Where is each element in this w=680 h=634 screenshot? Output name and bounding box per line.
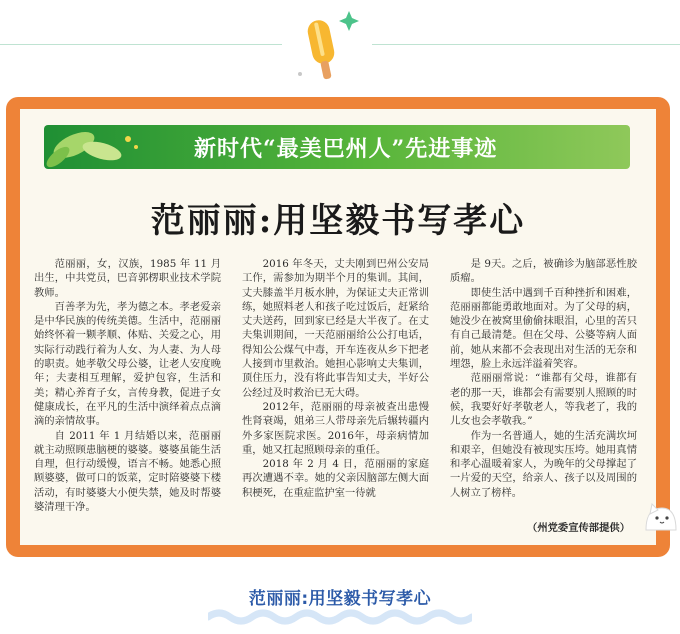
paragraph: 2018 年 2 月 4 日，范丽丽的家庭再次遭遇不幸。她的父亲因脑部左侧大面积梗死，在重症监护室一待就 xyxy=(242,458,429,499)
wave-underline xyxy=(208,608,472,626)
image-caption: 范丽丽:用坚毅书写孝心 xyxy=(248,589,432,609)
article-headline: 范丽丽:用坚毅书写孝心 xyxy=(150,201,526,241)
article-column-3 xyxy=(450,257,637,539)
paragraph: 2012年，范丽丽的母亲被查出患慢性肾衰竭，姐弟三人带母亲先后辗转疆内外多家医院求医。2016年，母亲病情加重，她又扛起照顾母亲的重任。 xyxy=(242,400,429,456)
paragraph: 自 2011 年 1 月结婚以来，范丽丽就主动照顾患脑梗的婆婆。婆婆虽能生活自理，但行动缓慢，语言不畅。她悉心照顾婆婆，做可口的饭菜，定时陪婆婆下楼活动，有时婆婆大小便失禁，她及时帮婆婆清理干净。 xyxy=(34,429,221,514)
divider-left xyxy=(0,44,282,45)
paragraph: 是 9天。之后，被确诊为脑部恶性胶质瘤。 xyxy=(450,258,637,285)
section-banner xyxy=(44,125,630,169)
popsicle-icon xyxy=(292,6,364,82)
article-frame xyxy=(6,97,670,557)
leaf-decoration xyxy=(44,125,154,169)
paragraph: 范丽丽常说：“谁都有父母，谁都有老的那一天，谁都会有需要别人照顾的时候，我要好好孝敬老人，等我老了，我的儿女也会孝敬我。” xyxy=(450,372,637,428)
paragraph: 2016 年冬天，丈夫刚到巴州公安局工作，需参加为期半个月的集训。其间，丈夫膝盖半月板水肿，为保证丈夫正常训练，她照料老人和孩子吃过饭后，赶紧给丈夫送药，回到家已经是大半夜了。在丈夫集训期间，一天范丽丽给公公打电话，得知公公煤气中毒，开车连夜从乡下把老人接到市里救治。她担心影响丈夫集训，顶住压力，没有将此事告知丈夫，半好公公经过及时救治已无大碍。 xyxy=(242,258,429,399)
paragraph: 作为一名普通人，她的生活充满坎坷和艰辛，但她没有被现实压垮。她用真情和孝心温暖着家人，为晚年的父母撑起了一片爱的天空，给亲人、孩子以及周围的人树立了榜样。 xyxy=(450,429,637,499)
cat-peek-icon xyxy=(642,500,678,532)
banner-title: 新时代“最美巴州人”先进事迹 xyxy=(194,136,498,162)
newspaper-clipping xyxy=(20,109,656,545)
paragraph: 范丽丽，女，汉族，1985 年 11 月出生，中共党员，巴音郭楞职业技术学院教师。 xyxy=(34,258,221,299)
article-column-2 xyxy=(242,257,429,539)
article-column-1 xyxy=(34,257,221,539)
sparkle-icon xyxy=(339,11,359,31)
divider-right xyxy=(372,44,680,45)
article-credit: （州党委宣传部提供） xyxy=(527,522,630,534)
paragraph: 百善孝为先，孝为德之本。孝老爱亲是中华民族的传统美德。生活中，范丽丽始终怀着一颗孝顺、体贴、关爱之心，用实际行动践行着为人女、为人妻、为人母的职责。她孝敬父母公婆，让老人安度晚年；夫妻相互理解，爱护包容，生活和美；精心养育子女，言传身教，促进子女健康成长，在平凡的生活中演绎着点点滴滴的亲情故事。 xyxy=(34,300,221,428)
paragraph: 即使生活中遇到千百种挫折和困难，范丽丽都能勇敢地面对。为了父母的病，她没少在被窝里偷偷抹眼泪，心里的苦只有自己最清楚。但在父母、公婆等病人面前，她从来都不会表现出对生活的无奈和埋怨，脸上永远洋溢着笑容。 xyxy=(450,286,637,371)
